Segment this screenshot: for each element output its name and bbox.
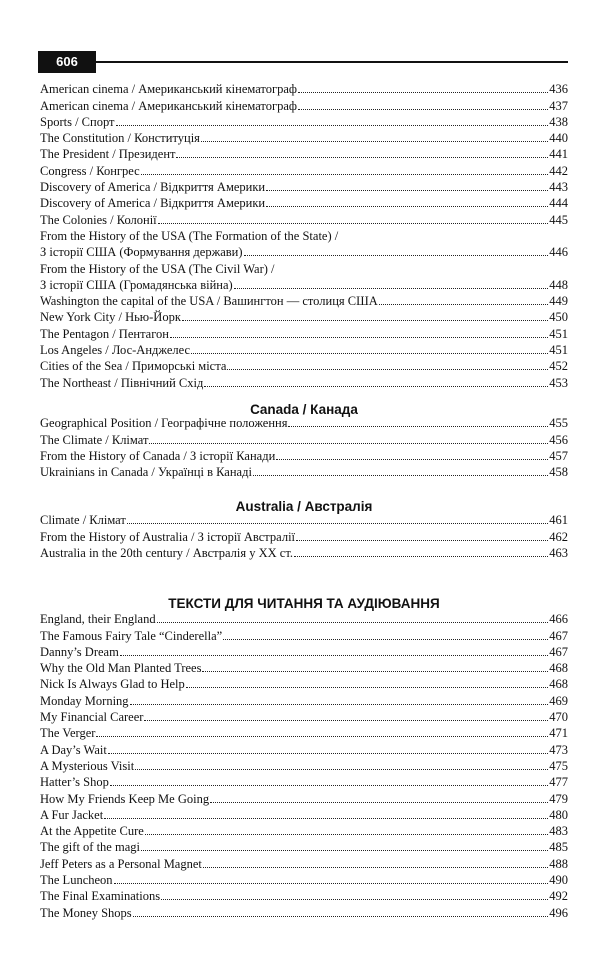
toc-entry[interactable]: [40, 324, 568, 340]
toc-entry[interactable]: [40, 227, 568, 243]
toc-entry-title: Jeff Peters as a Personal Magnet: [40, 856, 202, 871]
dot-leader: [108, 753, 548, 754]
toc-entry[interactable]: [40, 259, 568, 275]
header-rule: [96, 61, 568, 63]
dot-leader: [186, 687, 548, 688]
toc-entry-title: From the History of the USA (The Formation of the State) /: [40, 228, 339, 243]
dot-leader: [116, 125, 549, 126]
toc-entry-page: 468: [549, 661, 568, 676]
toc-entry-title: Why the Old Man Planted Trees: [40, 661, 202, 676]
dot-leader: [296, 540, 548, 541]
dot-leader: [176, 157, 548, 158]
toc-entry-page: 488: [549, 856, 568, 871]
toc-entry-page: 470: [549, 710, 568, 725]
dot-leader: [114, 883, 549, 884]
toc-entry-page: 480: [549, 807, 568, 822]
toc-entry[interactable]: [40, 341, 568, 357]
toc-entry-title: Nick Is Always Glad to Help: [40, 677, 185, 692]
dot-leader: [244, 255, 549, 256]
toc-entry[interactable]: [40, 789, 568, 805]
dot-leader: [141, 174, 549, 175]
toc-entry-title: A Fur Jacket: [40, 807, 104, 822]
toc-entry[interactable]: [40, 430, 568, 446]
toc-entry-title: Washington the capital of the USA / Вашингтон — столиця США: [40, 294, 378, 309]
toc-entry-title: American cinema / Американський кінематограф: [40, 82, 297, 97]
toc-entry-page: 461: [549, 513, 568, 528]
toc-entry[interactable]: [40, 96, 568, 112]
toc-entry[interactable]: [40, 511, 568, 527]
toc-entry[interactable]: [40, 903, 568, 919]
toc-entry[interactable]: [40, 145, 568, 161]
section-heading-australia: Australia / Австралія: [235, 499, 373, 514]
toc-entry-title: The President / Президент: [40, 147, 176, 162]
toc-entry-page: 437: [549, 98, 568, 113]
toc-entry-title: Climate / Клімат: [40, 513, 126, 528]
toc-entry[interactable]: [40, 773, 568, 789]
toc-entry-title: From the History of Australia / З історії Австралії: [40, 529, 296, 544]
toc-entry-title: The Northeast / Північний Схід: [40, 375, 204, 390]
toc-entry-title: Danny’s Dream: [40, 644, 119, 659]
toc-entry-continued[interactable]: [40, 276, 568, 292]
section-heading-texts: ТЕКСТИ ДЛЯ ЧИТАННЯ ТА АУДІЮВАННЯ: [168, 596, 440, 611]
toc-entry[interactable]: [40, 373, 568, 389]
toc-entry-title: The Money Shops: [40, 905, 132, 920]
toc-entry-title: Los Angeles / Лос-Анджелес: [40, 343, 191, 358]
toc-entry-page: 442: [549, 163, 568, 178]
toc-entry-page: 450: [549, 310, 568, 325]
toc-entry-title: American cinema / Американський кінематограф: [40, 98, 297, 113]
dot-leader: [298, 109, 548, 110]
toc-entry-page: 475: [549, 758, 568, 773]
dot-leader: [204, 386, 548, 387]
toc-entry-page: 443: [549, 180, 568, 195]
dot-leader: [120, 655, 548, 656]
dot-leader: [144, 720, 548, 721]
dot-leader: [133, 916, 549, 917]
page-header: [38, 51, 568, 73]
toc-entry-page: 438: [549, 114, 568, 129]
toc-entry-title: Cities of the Sea / Приморські міста: [40, 359, 227, 374]
dot-leader: [149, 443, 548, 444]
dot-leader: [141, 850, 548, 851]
toc-entry-page: 448: [549, 277, 568, 292]
toc-entry-page: 467: [549, 628, 568, 643]
dot-leader: [266, 190, 548, 191]
toc-entry[interactable]: [40, 308, 568, 324]
toc-entry-title: Sports / Спорт: [40, 114, 115, 129]
toc-entry-page: 490: [549, 873, 568, 888]
toc-entry-title: Discovery of America / Відкриття Америки: [40, 196, 266, 211]
toc-entry-title: England, their England: [40, 612, 156, 627]
toc-entry-title: The Pentagon / Пентагон: [40, 326, 169, 341]
toc-entry-title: A Mysterious Visit: [40, 758, 135, 773]
toc-entry-title: Discovery of America / Відкриття Америки: [40, 180, 266, 195]
dot-leader: [130, 704, 549, 705]
toc-entry-page: 479: [549, 791, 568, 806]
toc-entry[interactable]: [40, 463, 568, 479]
toc-entry[interactable]: [40, 80, 568, 96]
toc-entry-page: 492: [549, 889, 568, 904]
dot-leader: [210, 802, 548, 803]
toc-entry[interactable]: [40, 740, 568, 756]
toc-texts: [40, 610, 568, 920]
toc-entry[interactable]: [40, 194, 568, 210]
dot-leader: [96, 736, 548, 737]
toc-entry[interactable]: [40, 544, 568, 560]
toc-entry-title: Geographical Position / Географічне положення: [40, 416, 288, 431]
toc-entry[interactable]: [40, 659, 568, 675]
dot-leader: [202, 671, 548, 672]
dot-leader: [127, 523, 548, 524]
toc-entry[interactable]: [40, 610, 568, 626]
dot-leader: [234, 288, 549, 289]
toc-entry-page: 477: [549, 775, 568, 790]
toc-entry[interactable]: [40, 129, 568, 145]
dot-leader: [288, 426, 548, 427]
toc-entry-title: A Day’s Wait: [40, 742, 107, 757]
dot-leader: [110, 785, 548, 786]
toc-entry[interactable]: [40, 210, 568, 226]
toc-entry[interactable]: [40, 757, 568, 773]
toc-entry[interactable]: [40, 822, 568, 838]
dot-leader: [158, 223, 549, 224]
toc-entry[interactable]: [40, 292, 568, 308]
toc-entry-title: The gift of the magi: [40, 840, 140, 855]
toc-entry[interactable]: [40, 447, 568, 463]
toc-entry[interactable]: [40, 724, 568, 740]
dot-leader: [201, 141, 548, 142]
dot-leader: [104, 818, 548, 819]
toc-entry-title: New York City / Нью-Йорк: [40, 310, 181, 325]
toc-entry-title: From the History of Canada / З історії Канади: [40, 448, 276, 463]
dot-leader: [145, 834, 548, 835]
dot-leader: [276, 459, 548, 460]
toc-entry-page: 441: [549, 147, 568, 162]
toc-entry[interactable]: [40, 838, 568, 854]
toc-entry[interactable]: [40, 871, 568, 887]
toc-entry[interactable]: [40, 527, 568, 543]
toc-entry-title: З історії США (Формування держави): [40, 245, 243, 260]
toc-entry[interactable]: [40, 414, 568, 430]
toc-entry-title: Congress / Конгрес: [40, 163, 140, 178]
toc-entry-page: 485: [549, 840, 568, 855]
section-heading-canada: Canada / Канада: [250, 402, 358, 417]
toc-entry[interactable]: [40, 113, 568, 129]
toc-entry-page: 469: [549, 693, 568, 708]
toc-entry-page: 462: [549, 529, 568, 544]
toc-entry-page: 471: [549, 726, 568, 741]
dot-leader: [253, 475, 548, 476]
toc-entry[interactable]: [40, 161, 568, 177]
dot-leader: [135, 769, 548, 770]
toc-entry-title: Ukrainians in Canada / Українці в Канаді: [40, 465, 252, 480]
toc-entry-page: 444: [549, 196, 568, 211]
dot-leader: [223, 639, 548, 640]
toc-entry-page: 457: [549, 448, 568, 463]
toc-entry-title: The Verger: [40, 726, 96, 741]
dot-leader: [170, 337, 548, 338]
dot-leader: [294, 556, 548, 557]
toc-entry-page: 445: [549, 212, 568, 227]
toc-entry-page: 440: [549, 131, 568, 146]
toc-entry-page: 451: [549, 326, 568, 341]
toc-entry[interactable]: [40, 178, 568, 194]
dot-leader: [161, 899, 548, 900]
toc-entry-page: 468: [549, 677, 568, 692]
toc-entry-page: 453: [549, 375, 568, 390]
toc-entry[interactable]: [40, 626, 568, 642]
toc-entry-page: 473: [549, 742, 568, 757]
dot-leader: [379, 304, 549, 305]
toc-entry-title: Australia in the 20th century / Австралія у XX ст.: [40, 545, 294, 560]
toc-entry[interactable]: [40, 643, 568, 659]
toc-entry[interactable]: [40, 708, 568, 724]
toc-usa: [40, 80, 568, 390]
toc-entry-title: З історії США (Громадянська війна): [40, 277, 233, 292]
toc-entry-title: Monday Morning: [40, 693, 129, 708]
toc-entry-title: At the Appetite Cure: [40, 824, 144, 839]
toc-entry-page: 466: [549, 612, 568, 627]
dot-leader: [227, 369, 548, 370]
toc-entry[interactable]: [40, 806, 568, 822]
toc-entry-title: The Luncheon: [40, 873, 113, 888]
toc-entry-page: 496: [549, 905, 568, 920]
toc-entry-title: The Famous Fairy Tale “Cinderella”: [40, 628, 223, 643]
toc-entry-title: The Final Examinations: [40, 889, 161, 904]
toc-entry-page: 451: [549, 343, 568, 358]
toc-entry-title: The Climate / Клімат: [40, 432, 149, 447]
toc-entry-title: From the History of the USA (The Civil War) /: [40, 261, 275, 276]
toc-entry[interactable]: [40, 887, 568, 903]
dot-leader: [203, 867, 548, 868]
page-number: 606: [38, 51, 96, 73]
toc-entry-title: The Colonies / Колонії: [40, 212, 157, 227]
toc-entry[interactable]: [40, 357, 568, 373]
toc-canada: [40, 414, 568, 479]
toc-entry-page: 455: [549, 416, 568, 431]
toc-entry-page: 446: [549, 245, 568, 260]
dot-leader: [266, 206, 548, 207]
toc-entry-page: 463: [549, 545, 568, 560]
toc-entry[interactable]: [40, 675, 568, 691]
toc-entry-title: My Financial Career: [40, 710, 144, 725]
dot-leader: [298, 92, 548, 93]
dot-leader: [191, 353, 548, 354]
dot-leader: [157, 622, 549, 623]
toc-entry[interactable]: [40, 691, 568, 707]
toc-entry-page: 436: [549, 82, 568, 97]
toc-entry-page: 449: [549, 294, 568, 309]
toc-australia: [40, 511, 568, 560]
toc-entry[interactable]: [40, 854, 568, 870]
toc-entry-title: The Constitution / Конституція: [40, 131, 200, 146]
toc-entry-continued[interactable]: [40, 243, 568, 259]
toc-entry-title: Hatter’s Shop: [40, 775, 109, 790]
toc-entry-page: 456: [549, 432, 568, 447]
toc-entry-title: How My Friends Keep Me Going: [40, 791, 210, 806]
toc-entry-page: 467: [549, 644, 568, 659]
toc-entry-page: 458: [549, 465, 568, 480]
toc-entry-page: 452: [549, 359, 568, 374]
dot-leader: [182, 320, 548, 321]
toc-entry-page: 483: [549, 824, 568, 839]
